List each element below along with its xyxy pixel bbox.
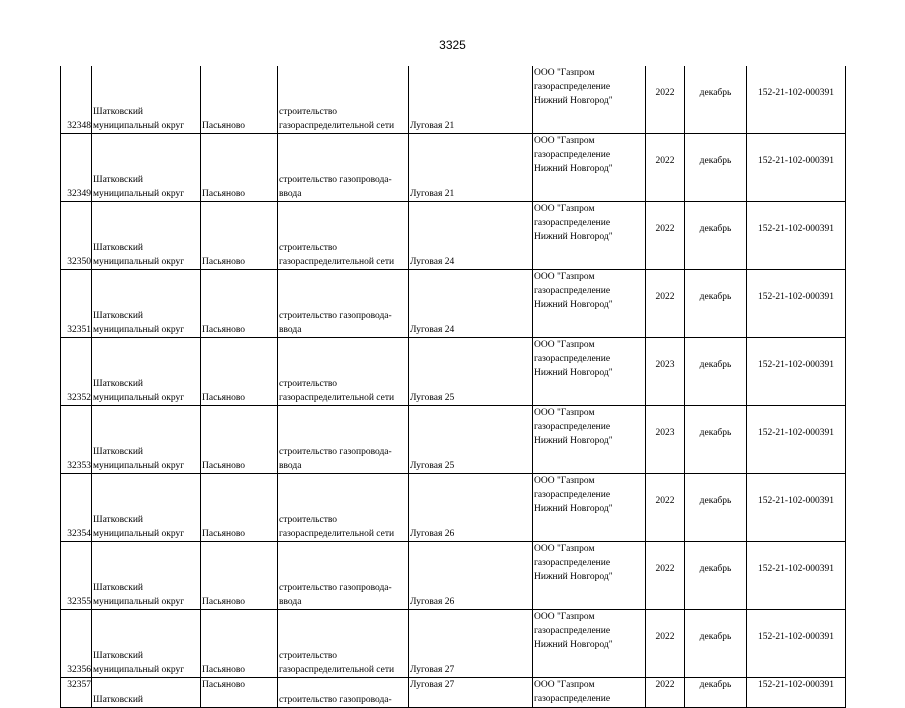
table-row <box>61 134 846 202</box>
street-cell-text: Луговая 25 <box>410 461 455 471</box>
organization-cell-text: ООО "Газпром газораспределение Нижний Новгород" <box>534 408 613 446</box>
municipality-cell <box>92 474 201 542</box>
settlement-cell <box>201 202 278 270</box>
organization-cell <box>533 474 646 542</box>
year-cell-text: 2023 <box>655 427 675 438</box>
month-cell-text: декабрь <box>699 87 732 98</box>
organization-cell <box>533 542 646 610</box>
settlement-cell-text: Пасьяново <box>202 325 246 335</box>
code-cell-text: 152-21-102-000391 <box>758 223 834 234</box>
work-type-cell-text: строительство газораспределительной сети <box>279 515 395 539</box>
row-number <box>61 134 92 202</box>
municipality-cell-text: Шатковский муниципальный округ <box>93 379 185 403</box>
row-number <box>61 66 92 134</box>
work-type-cell-text: строительство газопровода- ввода <box>279 311 392 335</box>
street-cell-text: Луговая 21 <box>410 189 455 199</box>
row-number <box>61 474 92 542</box>
settlement-cell-text: Пасьяново <box>202 121 246 131</box>
settlement-cell-text: Пасьяново <box>202 393 246 403</box>
organization-cell <box>533 270 646 338</box>
work-type-cell <box>278 406 409 474</box>
municipality-cell-text: Шатковский муниципальный округ <box>93 243 185 267</box>
work-type-cell-text: строительство газопровода- ввода <box>279 447 392 471</box>
row-number-text: 32349 <box>67 189 91 199</box>
organization-cell-text: ООО "Газпром газораспределение Нижний Новгород" <box>534 340 613 378</box>
month-cell-text: декабрь <box>699 563 732 574</box>
year-cell-text: 2022 <box>655 223 675 234</box>
work-type-cell <box>278 66 409 134</box>
code-cell <box>747 338 846 406</box>
table-row <box>61 338 846 406</box>
code-cell-text: 152-21-102-000391 <box>758 427 834 438</box>
organization-cell-text: ООО "Газпром газораспределение <box>534 680 611 704</box>
row-number-text: 32352 <box>67 393 91 403</box>
municipality-cell <box>92 406 201 474</box>
organization-cell <box>533 134 646 202</box>
street-cell <box>409 474 533 542</box>
settlement-cell-text: Пасьяново <box>202 680 246 690</box>
municipality-cell-text: Шатковский муниципальный округ <box>93 651 185 675</box>
settlement-cell-text: Пасьяново <box>202 257 246 267</box>
work-type-cell <box>278 338 409 406</box>
row-number-text: 32350 <box>67 257 91 267</box>
code-cell <box>747 134 846 202</box>
month-cell-text: декабрь <box>699 427 732 438</box>
work-type-cell-text: строительство газораспределительной сети <box>279 107 395 131</box>
organization-cell-text: ООО "Газпром газораспределение Нижний Новгород" <box>534 136 613 174</box>
work-type-cell-text: строительство газопровода- ввода <box>279 175 392 199</box>
municipality-cell <box>92 66 201 134</box>
code-cell <box>747 610 846 678</box>
table-row <box>61 474 846 542</box>
municipality-cell <box>92 678 201 708</box>
organization-cell <box>533 678 646 708</box>
street-cell-text: Луговая 26 <box>410 597 455 607</box>
year-cell-text: 2022 <box>655 563 675 574</box>
settlement-cell <box>201 134 278 202</box>
code-cell-text: 152-21-102-000391 <box>758 680 834 690</box>
row-number-text: 32357 <box>67 680 91 690</box>
month-cell-text: декабрь <box>699 291 732 302</box>
year-cell-text: 2022 <box>655 155 675 166</box>
row-number <box>61 270 92 338</box>
work-type-cell-text: строительство газопровода- ввода <box>279 583 392 607</box>
year-cell <box>646 610 685 678</box>
organization-cell <box>533 66 646 134</box>
work-type-cell-text: строительство газораспределительной сети <box>279 243 395 267</box>
street-cell <box>409 338 533 406</box>
registry-table <box>60 66 846 708</box>
street-cell-text: Луговая 26 <box>410 529 455 539</box>
street-cell <box>409 678 533 708</box>
table-row <box>61 406 846 474</box>
year-cell <box>646 202 685 270</box>
year-cell <box>646 474 685 542</box>
row-number-text: 32351 <box>67 325 91 335</box>
organization-cell <box>533 610 646 678</box>
year-cell <box>646 338 685 406</box>
settlement-cell <box>201 678 278 708</box>
work-type-cell <box>278 542 409 610</box>
row-number-text: 32354 <box>67 529 91 539</box>
municipality-cell <box>92 542 201 610</box>
row-number <box>61 678 92 708</box>
work-type-cell <box>278 202 409 270</box>
street-cell <box>409 610 533 678</box>
organization-cell-text: ООО "Газпром газораспределение Нижний Новгород" <box>534 272 613 310</box>
street-cell <box>409 66 533 134</box>
municipality-cell-text: Шатковский муниципальный округ <box>93 175 185 199</box>
code-cell <box>747 406 846 474</box>
municipality-cell <box>92 134 201 202</box>
code-cell-text: 152-21-102-000391 <box>758 87 834 98</box>
month-cell <box>685 270 747 338</box>
table-row <box>61 542 846 610</box>
organization-cell-text: ООО "Газпром газораспределение Нижний Новгород" <box>534 204 613 242</box>
code-cell-text: 152-21-102-000391 <box>758 495 834 506</box>
settlement-cell-text: Пасьяново <box>202 461 246 471</box>
settlement-cell-text: Пасьяново <box>202 597 246 607</box>
organization-cell <box>533 338 646 406</box>
month-cell-text: декабрь <box>699 495 732 506</box>
year-cell-text: 2022 <box>655 291 675 302</box>
row-number <box>61 542 92 610</box>
settlement-cell <box>201 338 278 406</box>
work-type-cell <box>278 610 409 678</box>
code-cell-text: 152-21-102-000391 <box>758 155 834 166</box>
year-cell <box>646 678 685 708</box>
month-cell <box>685 678 747 708</box>
organization-cell <box>533 202 646 270</box>
settlement-cell <box>201 406 278 474</box>
month-cell <box>685 202 747 270</box>
municipality-cell-text: Шатковский муниципальный округ <box>93 447 185 471</box>
work-type-cell <box>278 474 409 542</box>
year-cell-text: 2022 <box>655 87 675 98</box>
street-cell <box>409 270 533 338</box>
municipality-cell-text: Шатковский муниципальный округ <box>93 515 185 539</box>
settlement-cell <box>201 66 278 134</box>
row-number-text: 32353 <box>67 461 91 471</box>
municipality-cell <box>92 610 201 678</box>
street-cell-text: Луговая 21 <box>410 121 455 131</box>
work-type-cell <box>278 270 409 338</box>
row-number-text: 32348 <box>67 121 91 131</box>
municipality-cell-text: Шатковский <box>93 695 144 705</box>
month-cell <box>685 134 747 202</box>
row-number <box>61 338 92 406</box>
month-cell <box>685 66 747 134</box>
row-number <box>61 202 92 270</box>
month-cell-text: декабрь <box>699 631 732 642</box>
street-cell <box>409 542 533 610</box>
year-cell <box>646 406 685 474</box>
settlement-cell <box>201 610 278 678</box>
code-cell <box>747 270 846 338</box>
municipality-cell-text: Шатковский муниципальный округ <box>93 107 185 131</box>
settlement-cell <box>201 542 278 610</box>
row-number <box>61 610 92 678</box>
table-row <box>61 66 846 134</box>
month-cell-text: декабрь <box>699 359 732 370</box>
street-cell <box>409 202 533 270</box>
settlement-cell <box>201 474 278 542</box>
month-cell <box>685 406 747 474</box>
month-cell-text: декабрь <box>699 680 732 690</box>
work-type-cell <box>278 134 409 202</box>
year-cell <box>646 270 685 338</box>
year-cell <box>646 542 685 610</box>
street-cell <box>409 406 533 474</box>
row-number-text: 32355 <box>67 597 91 607</box>
code-cell <box>747 542 846 610</box>
organization-cell <box>533 406 646 474</box>
month-cell <box>685 338 747 406</box>
code-cell <box>747 202 846 270</box>
code-cell-text: 152-21-102-000391 <box>758 359 834 370</box>
year-cell-text: 2022 <box>655 680 675 690</box>
year-cell-text: 2023 <box>655 359 675 370</box>
street-cell-text: Луговая 27 <box>410 680 455 690</box>
settlement-cell-text: Пасьяново <box>202 189 246 199</box>
municipality-cell-text: Шатковский муниципальный округ <box>93 583 185 607</box>
municipality-cell <box>92 202 201 270</box>
settlement-cell-text: Пасьяново <box>202 665 246 675</box>
work-type-cell-text: строительство газораспределительной сети <box>279 651 395 675</box>
row-number-text: 32356 <box>67 665 91 675</box>
municipality-cell <box>92 338 201 406</box>
month-cell <box>685 610 747 678</box>
table-row <box>61 610 846 678</box>
municipality-cell <box>92 270 201 338</box>
year-cell-text: 2022 <box>655 631 675 642</box>
table-row <box>61 678 846 708</box>
month-cell <box>685 542 747 610</box>
settlement-cell <box>201 270 278 338</box>
street-cell-text: Луговая 27 <box>410 665 455 675</box>
settlement-cell-text: Пасьяново <box>202 529 246 539</box>
work-type-cell-text: строительство газопровода- <box>279 695 392 705</box>
page-number: 3325 <box>439 38 466 52</box>
year-cell-text: 2022 <box>655 495 675 506</box>
organization-cell-text: ООО "Газпром газораспределение Нижний Новгород" <box>534 476 613 514</box>
code-cell <box>747 474 846 542</box>
code-cell-text: 152-21-102-000391 <box>758 563 834 574</box>
street-cell <box>409 134 533 202</box>
table-row <box>61 202 846 270</box>
organization-cell-text: ООО "Газпром газораспределение Нижний Новгород" <box>534 68 613 106</box>
street-cell-text: Луговая 25 <box>410 393 455 403</box>
table-row <box>61 270 846 338</box>
year-cell <box>646 66 685 134</box>
work-type-cell <box>278 678 409 708</box>
street-cell-text: Луговая 24 <box>410 257 455 267</box>
street-cell-text: Луговая 24 <box>410 325 455 335</box>
organization-cell-text: ООО "Газпром газораспределение Нижний Новгород" <box>534 544 613 582</box>
work-type-cell-text: строительство газораспределительной сети <box>279 379 395 403</box>
month-cell <box>685 474 747 542</box>
month-cell-text: декабрь <box>699 223 732 234</box>
code-cell-text: 152-21-102-000391 <box>758 631 834 642</box>
month-cell-text: декабрь <box>699 155 732 166</box>
code-cell <box>747 678 846 708</box>
code-cell <box>747 66 846 134</box>
code-cell-text: 152-21-102-000391 <box>758 291 834 302</box>
year-cell <box>646 134 685 202</box>
row-number <box>61 406 92 474</box>
organization-cell-text: ООО "Газпром газораспределение Нижний Новгород" <box>534 612 613 650</box>
municipality-cell-text: Шатковский муниципальный округ <box>93 311 185 335</box>
